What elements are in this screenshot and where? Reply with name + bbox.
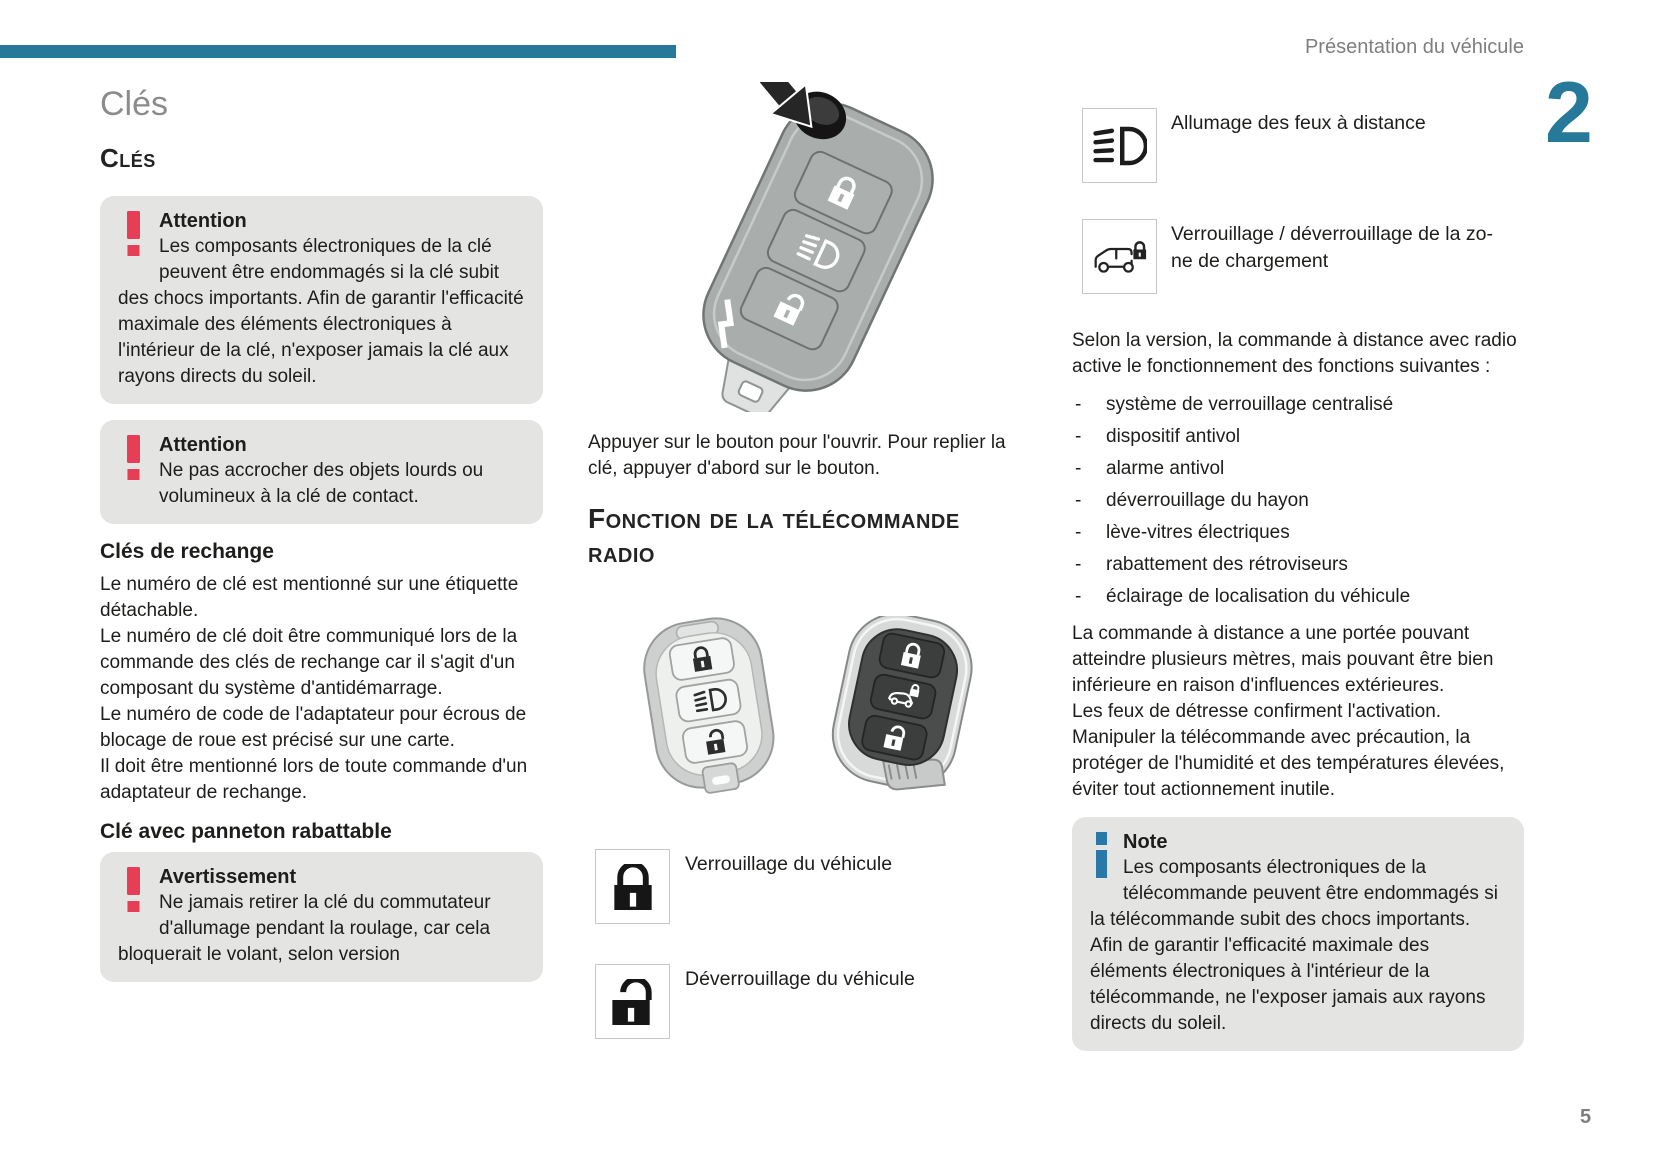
chapter-number: 2 <box>1545 65 1593 161</box>
attention-box-1 <box>100 196 543 404</box>
range-paragraph: Les feux de détresse confirment l'activation. <box>1072 701 1442 722</box>
box-title: Attention <box>159 433 247 456</box>
vehicle-lock-label: Verrouillage du véhicule <box>685 853 893 875</box>
middle-column <box>588 82 1022 1039</box>
open-padlock-icon <box>595 964 670 1039</box>
exclamation-icon <box>122 211 145 257</box>
cargo-lock-label-line2: ne de chargement <box>1171 250 1329 272</box>
spare-keys-paragraph: Il doit être mentionné lors de toute commande d'un adaptateur de rechange. <box>100 755 528 803</box>
function-list-item: - lève-vitres électriques <box>1072 520 1524 545</box>
attention-box-2 <box>100 420 543 524</box>
vehicle-unlock-label: Déverrouillage du véhicule <box>685 968 915 990</box>
vehicle-unlock-item <box>595 964 1022 1039</box>
left-column <box>100 85 543 998</box>
function-list-item: - dispositif antivol <box>1072 424 1524 449</box>
function-list <box>1072 392 1524 609</box>
folding-key-heading: Clé avec panneton rabattable <box>100 819 392 843</box>
remote-functions-intro: Selon la version, la commande à distance avec radio active le fonctionnement des fonctions suivantes : <box>1072 330 1517 377</box>
spare-keys-paragraph: Le numéro de clé est mentionné sur une étiquette détachable. <box>100 573 519 621</box>
box-body: Les composants électroniques de la clé peuvent être endommagés si la clé subit des chocs importants. Afin de garantir l'efficacité maximale des éléments électroniques à l'intérieur de la clé, n'exposer jamais la clé aux rayons directs du soleil. <box>118 235 524 387</box>
remote-lights-item <box>1082 108 1524 183</box>
box-title: Note <box>1123 831 1168 853</box>
page-title: Clés <box>100 85 169 123</box>
cargo-lock-item <box>1082 219 1524 294</box>
cargo-lock-label <box>1171 219 1493 275</box>
flip-key-image <box>588 82 1020 412</box>
cargo-lock-label-line1: Verrouillage / déverrouillage de la zo- <box>1171 223 1493 245</box>
keys-section-heading: Clés <box>100 143 156 174</box>
remote-function-heading: Fonction de la télécommande radio <box>588 503 960 568</box>
headlight-beams-icon <box>1082 108 1157 183</box>
van-with-padlock-icon <box>1082 219 1157 294</box>
closed-padlock-icon <box>595 849 670 924</box>
box-title: Avertissement <box>159 865 297 888</box>
warning-box <box>100 852 543 982</box>
function-list-item: - système de verrouillage centralisé <box>1072 392 1524 417</box>
box-body: Les composants électroniques de la télécommande peuvent être endommagés si la télécommande subit des chocs importants. Afin de garantir l'efficacité maximale des éléments électroniques à l'intérieur de la télécommande, ne l'exposer jamais aux rayons directs du soleil. <box>1090 857 1498 1034</box>
spare-keys-heading: Clés de rechange <box>100 539 274 563</box>
remote-keys-image <box>588 616 1020 801</box>
note-box <box>1072 817 1524 1051</box>
remote-lights-label: Allumage des feux à distance <box>1171 112 1426 134</box>
function-list-item: - rabattement des rétroviseurs <box>1072 552 1524 577</box>
spare-keys-paragraph: Le numéro de code de l'adaptateur pour écrous de blocage de roue est précisé sur une carte. <box>100 703 527 751</box>
box-body: Ne jamais retirer la clé du commutateur d'allumage pendant la roulage, car cela bloquerait le volant, selon version <box>118 891 491 965</box>
function-list-item: - éclairage de localisation du véhicule <box>1072 584 1524 609</box>
spare-keys-paragraph: Le numéro de clé doit être communiqué lors de la commande des clés de rechange car il s'agit d'un composant du système d'antidémarrage. <box>100 625 518 699</box>
section-header: Présentation du véhicule <box>1304 36 1524 58</box>
flip-key-caption: Appuyer sur le bouton pour l'ouvrir. Pour replier la clé, appuyer d'abord sur le bouton. <box>588 432 1006 479</box>
right-column <box>1072 88 1524 1051</box>
range-paragraph: Manipuler la télécommande avec précaution, la protéger de l'humidité et des températures élevées, éviter tout actionnement inutile. <box>1072 727 1505 800</box>
vehicle-lock-item <box>595 849 1022 924</box>
box-title: Attention <box>159 209 247 232</box>
exclamation-icon <box>122 435 145 481</box>
function-list-item: - déverrouillage du hayon <box>1072 488 1524 513</box>
info-icon <box>1094 832 1109 878</box>
exclamation-icon <box>122 867 145 913</box>
range-paragraph: La commande à distance a une portée pouvant atteindre plusieurs mètres, mais pouvant être bien inférieure en raison d'influences extérieures. <box>1072 623 1494 696</box>
function-list-item: - alarme antivol <box>1072 456 1524 481</box>
accent-bar <box>0 45 676 58</box>
box-body: Ne pas accrocher des objets lourds ou volumineux à la clé de contact. <box>159 459 484 507</box>
page-number: 5 <box>1580 1106 1592 1128</box>
